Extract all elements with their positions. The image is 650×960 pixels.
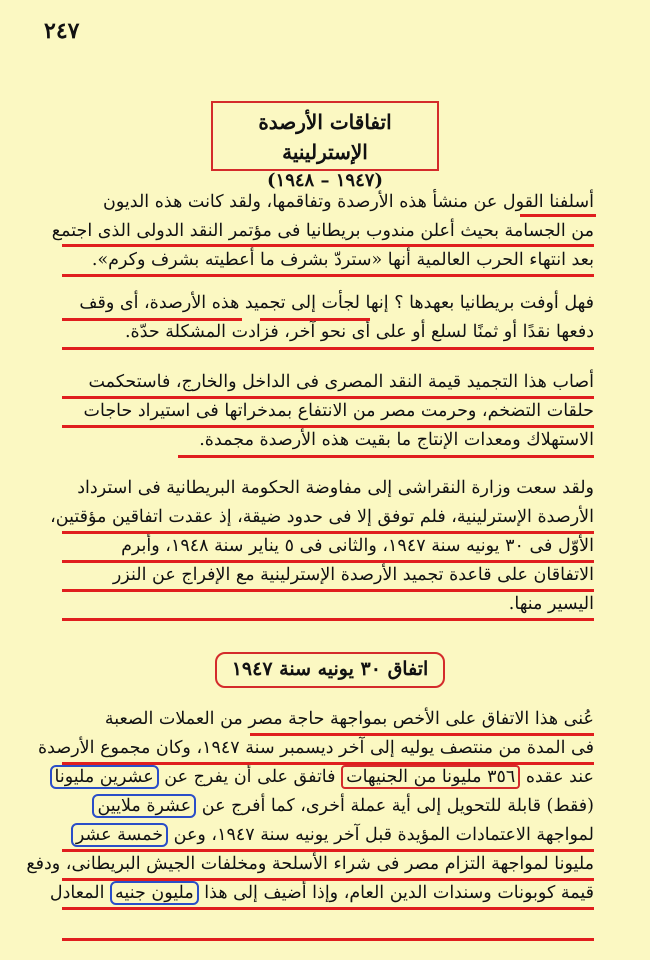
- underline-annotation: [260, 318, 370, 321]
- text-line: [54, 763, 594, 792]
- underline-annotation: [62, 244, 594, 247]
- text-fragment: قيمة كوبونات وسندات الدين العام، وإذا أضيف إلى هذا: [204, 883, 594, 903]
- text-line: دفعها نقدًا أو ثمنًا لسلع أو على أى نحو آخر، فزادت المشكلة حدّة.: [124, 322, 594, 342]
- underline-annotation: [62, 907, 594, 910]
- highlight-box-blue: خمسة عشر: [71, 823, 168, 847]
- paragraph-3: [58, 368, 594, 455]
- underline-annotation: [62, 762, 594, 765]
- chapter-title-box: [211, 101, 439, 191]
- underline-annotation: [62, 396, 594, 399]
- text-line: الاستهلاك ومعدات الإنتاج ما بقيت هذه الأرصدة مجمدة.: [199, 430, 594, 450]
- text-line: عُنى هذا الاتفاق على الأخص بمواجهة حاجة مصر من العملات الصعبة: [104, 709, 594, 729]
- paragraph-4: [50, 474, 594, 619]
- text-line: أصاب هذا التجميد قيمة النقد المصرى فى الداخل والخارج، فاستحكمت: [88, 372, 594, 392]
- underline-annotation: [62, 589, 594, 592]
- text-line: حلقات التضخم، وحرمت مصر من الانتفاع بمدخراتها فى استيراد حاجات: [83, 401, 594, 421]
- text-line: الأرصدة الإسترلينية، فلم توفق إلا فى حدود ضيقة، إذ عقدت اتفاقين مؤقتين،: [50, 507, 594, 527]
- underline-annotation: [62, 849, 594, 852]
- text-fragment: لمواجهة الاعتمادات المؤيدة قبل آخر يونيه سنة ١٩٤٧، وعن: [173, 825, 594, 845]
- underline-annotation: [520, 214, 596, 217]
- text-line: فهل أوفت بريطانيا بعهدها ؟ إنها لجأت إلى تجميد هذه الأرصدة، أى وقف: [79, 293, 594, 313]
- underline-annotation: [62, 347, 594, 350]
- section-heading: اتفاق ٣٠ يونيه سنة ١٩٤٧: [215, 652, 445, 688]
- underline-annotation: [62, 531, 594, 534]
- text-line: [58, 792, 594, 821]
- underline-annotation: [178, 455, 594, 458]
- underline-annotation: [62, 318, 242, 321]
- text-line: بعد انتهاء الحرب العالمية أنها «ستردّ بشرف ما أعطيته بشرف وكرم».: [91, 250, 594, 270]
- text-line: [58, 821, 594, 850]
- underline-annotation: [62, 274, 594, 277]
- text-fragment: فاتفق على أن يفرج عن: [164, 767, 336, 787]
- page-number: ٢٤٧: [44, 18, 80, 44]
- underline-annotation: [62, 878, 594, 881]
- text-line: مليونا لمواجهة التزام مصر فى شراء الأسلحة ومخلفات الجيش البريطانى، ودفع: [26, 854, 594, 874]
- text-fragment: عند عقده: [525, 767, 594, 787]
- text-fragment: (فقط) قابلة للتحويل إلى أية عملة أخرى، كما أفرج عن: [201, 796, 594, 816]
- text-line: الأوّل فى ٣٠ يونيه سنة ١٩٤٧، والثانى فى ٥ يناير سنة ١٩٤٨، وأبرم: [121, 536, 594, 556]
- text-fragment: المعادل: [49, 883, 105, 903]
- text-line: فى المدة من منتصف يوليه إلى آخر ديسمبر سنة ١٩٤٧، وكان مجموع الأرصدة: [38, 738, 594, 758]
- highlight-box-blue: عشرين مليونا: [50, 765, 159, 789]
- underline-annotation: [250, 733, 594, 736]
- text-line: [49, 879, 594, 908]
- underline-annotation: [62, 560, 594, 563]
- text-line: ولقد سعت وزارة النقراشى إلى مفاوضة الحكومة البريطانية فى استرداد: [77, 478, 594, 498]
- paragraph-1: [51, 188, 594, 275]
- text-line: من الجسامة بحيث أعلن مندوب بريطانيا فى مؤتمر النقد الدولى الذى اجتمع: [51, 221, 594, 241]
- underline-annotation: [62, 938, 594, 941]
- highlight-box-blue: عشرة ملايين: [92, 794, 196, 818]
- highlight-box-blue: مليون جنيه: [110, 881, 199, 905]
- text-line: اليسير منها.: [508, 594, 594, 614]
- chapter-title: اتفاقات الأرصدة الإسترلينية: [258, 110, 392, 164]
- chapter-years: (١٩٤٧ – ١٩٤٨): [267, 170, 383, 191]
- underline-annotation: [62, 425, 594, 428]
- underline-annotation: [62, 618, 594, 621]
- highlight-box-red: ٣٥٦ مليونا من الجنيهات: [341, 765, 520, 789]
- text-line: أسلفنا القول عن منشأ هذه الأرصدة وتفاقمها، ولقد كانت هذه الديون: [103, 192, 594, 212]
- text-line: الاتفاقان على قاعدة تجميد الأرصدة الإسترلينية مع الإفراج عن النزر: [112, 565, 594, 585]
